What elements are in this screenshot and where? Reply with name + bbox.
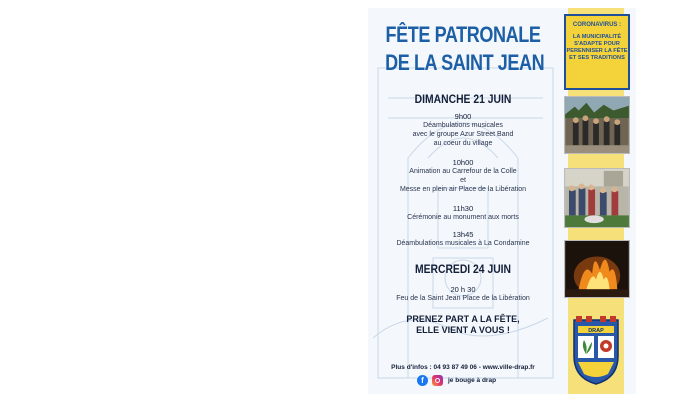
instagram-icon[interactable] (432, 375, 443, 386)
poster-title-line-2: DE LA SAINT JEAN (385, 50, 545, 75)
photo-ceremony-crowd (564, 168, 630, 228)
corona-line: PERENNISER LA FÊTE (566, 48, 628, 54)
corona-line: LA MUNICIPALITÉ (572, 34, 622, 40)
event-poster (368, 8, 636, 394)
info-website[interactable]: www.ville-drap.fr (482, 364, 535, 371)
corona-line: ET SES TRADITIONS (569, 55, 625, 61)
event-desc-line: Feu de la Saint Jean Place de la Libération (396, 295, 530, 302)
event-desc-line: Déambulations musicales (423, 122, 503, 129)
event-desc-line: Cérémonie au monument aux morts (407, 214, 519, 221)
day-heading-wednesday: MERCREDI 24 JUIN (414, 264, 512, 276)
event-block-0900 (368, 112, 558, 148)
event-time: 11h30 (452, 204, 474, 213)
coronavirus-notice (564, 14, 630, 90)
event-block-1130 (368, 204, 558, 222)
event-desc-line: et (460, 177, 466, 184)
cta-line-2: ELLE VIENT A VOUS ! (416, 325, 510, 335)
event-time: 20 h 30 (450, 285, 476, 294)
cta-line-1: PRENEZ PART A LA FÊTE, (406, 314, 520, 324)
event-block-2030 (368, 285, 558, 303)
drap-town-crest (568, 314, 624, 386)
call-to-action (368, 314, 558, 336)
corona-line: S'ADAPTE POUR (574, 41, 620, 47)
event-desc-line: au coeur du village (433, 140, 493, 147)
social-handle[interactable]: je bouge à drap (448, 377, 497, 384)
day-heading-sunday: DIMANCHE 21 JUIN (414, 94, 512, 106)
event-time: 10h00 (452, 158, 474, 167)
crest-banner: DRAP (588, 328, 604, 334)
event-desc-line: Déambulations musicales à La Condamine (396, 240, 530, 247)
photo-bonfire (564, 240, 630, 298)
event-desc-line: Messe en plein air Place de la Libération (399, 186, 527, 193)
info-phone[interactable]: 04 93 87 49 06 (433, 364, 477, 371)
poster-title-line-1: FÊTE PATRONALE (385, 22, 541, 47)
facebook-icon[interactable]: f (417, 375, 428, 386)
right-column (564, 8, 630, 394)
event-desc-line: Animation au Carrefour de la Colle (409, 168, 517, 175)
corona-heading: CORONAVIRUS : (572, 22, 622, 28)
event-block-1000 (368, 158, 558, 194)
event-desc-line: avec le groupe Azur Street Band (412, 131, 514, 138)
event-block-1345 (368, 230, 558, 248)
event-time: 13h45 (452, 230, 474, 239)
info-label: Plus d'infos : (391, 364, 432, 371)
photo-street-band (564, 96, 630, 154)
contact-info: Plus d'infos : 04 93 87 49 06 - www.ville-drap.fr (391, 364, 535, 371)
event-time: 9h00 (454, 112, 472, 121)
